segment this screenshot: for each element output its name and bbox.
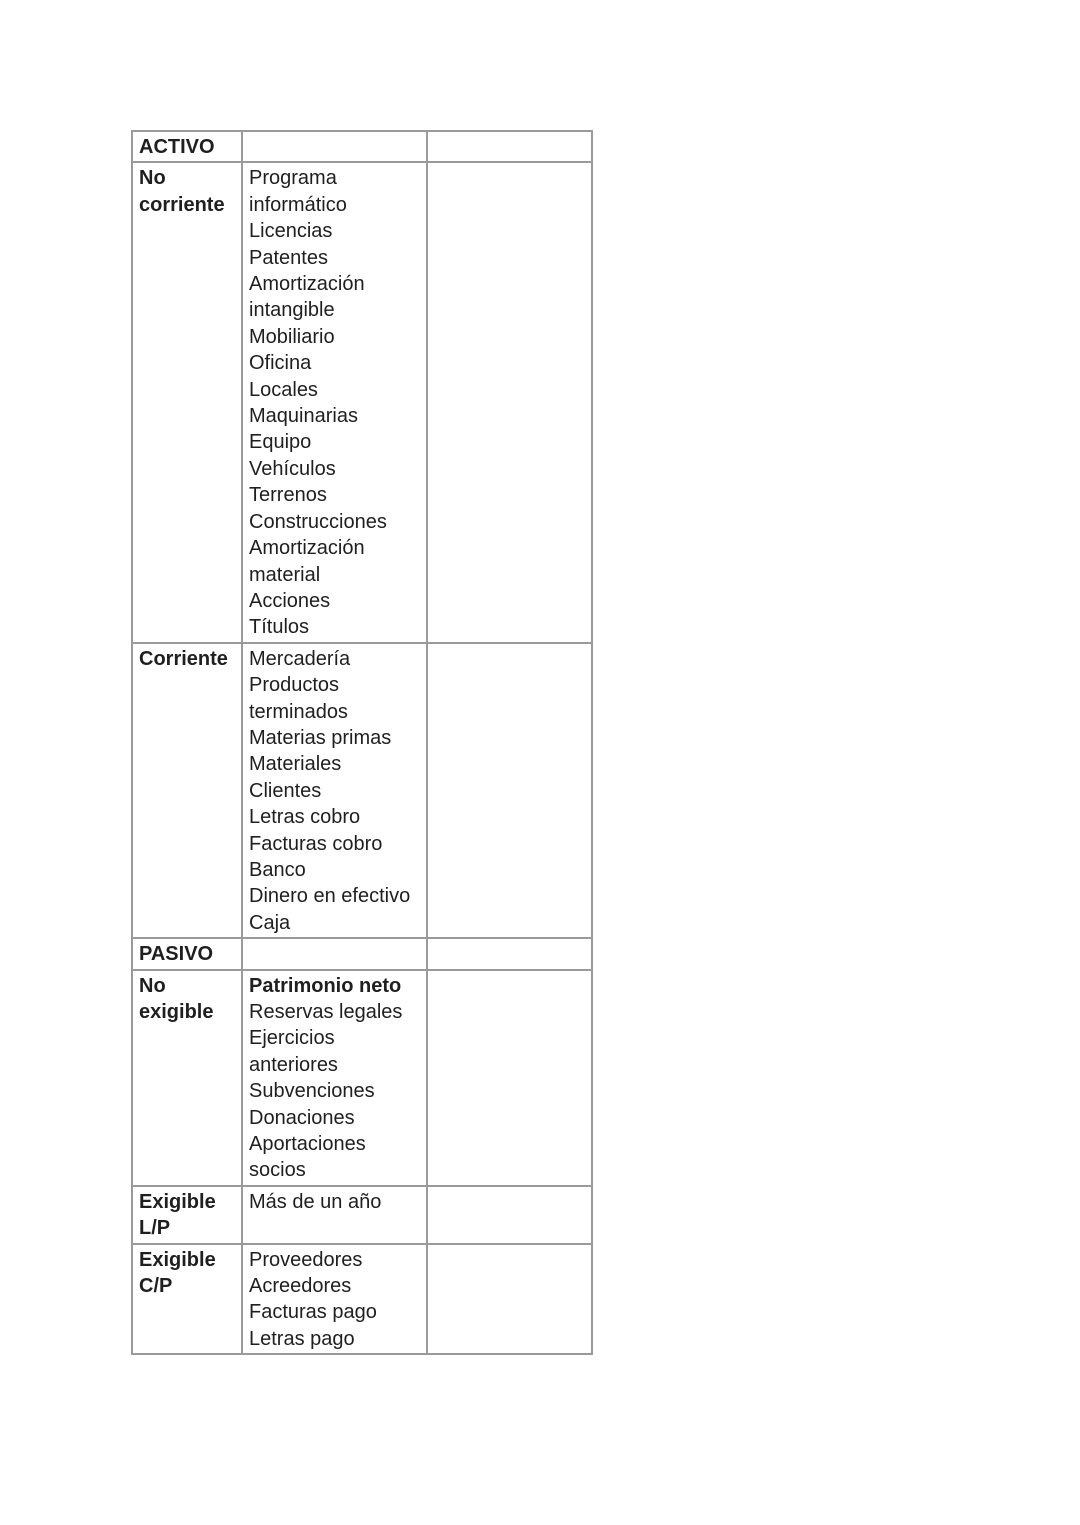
table-row: [132, 970, 592, 1186]
account-item: Materiales: [249, 753, 342, 776]
category-label: corriente: [139, 193, 225, 216]
amount-cell: [427, 643, 592, 938]
account-item: anteriores: [249, 1053, 338, 1076]
account-item: Ejercicios: [249, 1027, 335, 1050]
accounts-cell: [242, 938, 427, 969]
account-item: intangible: [249, 299, 335, 322]
category-label: C/P: [139, 1275, 173, 1298]
account-item: Terrenos: [249, 484, 327, 507]
account-item: Aportaciones: [249, 1133, 366, 1156]
account-item: informático: [249, 193, 347, 216]
account-item: Maquinarias: [249, 405, 358, 428]
account-item: Patentes: [249, 246, 328, 269]
accounts-cell: [242, 131, 427, 162]
table-row: [132, 643, 592, 938]
account-item: terminados: [249, 700, 348, 723]
accounts-cell: [242, 162, 427, 642]
account-item: Acreedores: [249, 1275, 352, 1298]
amount-cell: [427, 1244, 592, 1355]
table-row: [132, 938, 592, 969]
account-item: Materias primas: [249, 726, 392, 749]
category-label: Corriente: [139, 647, 228, 670]
amount-cell: [427, 162, 592, 642]
account-item: Proveedores: [249, 1248, 363, 1271]
account-item: Subvenciones: [249, 1080, 375, 1103]
category-label: No: [139, 167, 166, 190]
account-item: Oficina: [249, 352, 312, 375]
category-label: No: [139, 974, 166, 997]
balance-sheet-body: [132, 131, 592, 1354]
account-item: Títulos: [249, 616, 310, 639]
category-cell: [132, 1186, 242, 1244]
category-label: exigible: [139, 1001, 214, 1023]
account-subheading: Patrimonio neto: [249, 974, 402, 997]
account-item: Productos: [249, 674, 340, 697]
account-item: Construcciones: [249, 510, 387, 533]
account-item: socios: [249, 1159, 306, 1182]
account-item: Amortización: [249, 273, 365, 296]
account-item: Locales: [249, 378, 318, 401]
balance-sheet-table: [131, 130, 593, 1355]
category-cell: [132, 131, 242, 162]
account-item: Facturas pago: [249, 1301, 377, 1324]
table-row: [132, 131, 592, 162]
account-item: Reservas legales: [249, 1001, 403, 1023]
account-item: Licencias: [249, 220, 333, 243]
account-item: Letras pago: [249, 1327, 355, 1350]
category-cell: [132, 938, 242, 969]
account-item: Mobiliario: [249, 325, 335, 348]
account-item: Mercadería: [249, 647, 351, 670]
table-row: [132, 1244, 592, 1355]
accounts-cell: [242, 1186, 427, 1244]
account-item: Amortización: [249, 537, 365, 560]
account-item: Caja: [249, 911, 291, 934]
account-item: Donaciones: [249, 1106, 355, 1129]
table-row: [132, 162, 592, 642]
account-item: Programa: [249, 167, 337, 190]
category-cell: [132, 1244, 242, 1355]
account-item: Clientes: [249, 779, 322, 802]
accounts-cell: [242, 1244, 427, 1355]
category-cell: [132, 643, 242, 938]
category-cell: [132, 970, 242, 1186]
amount-cell: [427, 938, 592, 969]
account-item: Vehículos: [249, 457, 336, 480]
amount-cell: [427, 970, 592, 1186]
category-label: ACTIVO: [139, 136, 215, 158]
account-item: Banco: [249, 858, 306, 881]
category-label: Exigible: [139, 1248, 216, 1271]
accounts-cell: [242, 970, 427, 1186]
category-label: Exigible: [139, 1190, 216, 1213]
table-row: [132, 1186, 592, 1244]
account-item: Letras cobro: [249, 806, 361, 829]
account-item: Más de un año: [249, 1190, 382, 1213]
account-item: Dinero en efectivo: [249, 885, 411, 908]
amount-cell: [427, 1186, 592, 1244]
account-item: Facturas cobro: [249, 832, 383, 855]
category-label: L/P: [139, 1217, 171, 1240]
account-item: Equipo: [249, 431, 312, 454]
accounts-cell: [242, 643, 427, 938]
account-item: material: [249, 563, 321, 586]
category-cell: [132, 162, 242, 642]
category-label: PASIVO: [139, 943, 214, 966]
account-item: Acciones: [249, 589, 331, 612]
amount-cell: [427, 131, 592, 162]
